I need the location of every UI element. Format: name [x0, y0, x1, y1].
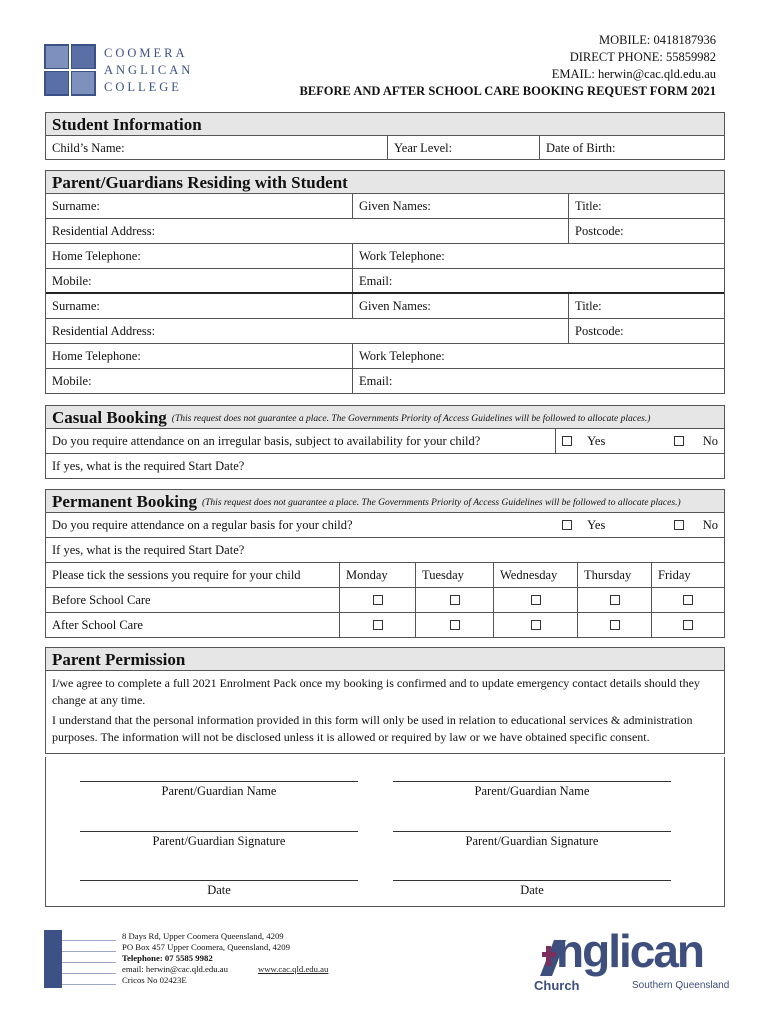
footer-lines [62, 930, 116, 988]
casual-note: (This request does not guarantee a place. The Governments Priority of Access Guidelines will be followed to allocate places.) [171, 414, 651, 424]
brand-region: Southern Queensland [632, 980, 730, 991]
footer-cricos: Cricos No 02423E [122, 975, 187, 985]
home-telephone-field-2[interactable]: Home Telephone: [46, 344, 353, 368]
parents-section [45, 170, 725, 394]
permanent-yes-label: Yes [587, 518, 606, 532]
address-field[interactable]: Residential Address: [46, 219, 569, 243]
student-section [45, 112, 725, 160]
casual-no-checkbox[interactable] [674, 436, 684, 446]
permanent-no-checkbox[interactable] [674, 520, 684, 530]
footer-bar [44, 930, 62, 988]
given-names-field-2[interactable]: Given Names: [353, 294, 569, 318]
footer-telephone: Telephone: 07 5585 9982 [122, 953, 213, 963]
email-field-2[interactable]: Email: [359, 374, 393, 388]
section-title-permission: Parent Permission [52, 650, 186, 669]
casual-start-date-field[interactable]: If yes, what is the required Start Date? [52, 459, 245, 473]
permanent-no-label: No [702, 518, 718, 532]
year-level-field[interactable]: Year Level: [388, 136, 540, 159]
surname-field[interactable]: Surname: [46, 194, 353, 218]
casual-yes-label: Yes [587, 434, 606, 448]
permission-text [46, 671, 724, 754]
permanent-question: Do you require attendance on a regular basis for your child? [52, 518, 353, 532]
section-title-parents: Parent/Guardians Residing with Student [52, 173, 348, 192]
college-crest-icon [44, 44, 96, 96]
day-monday: Monday [340, 563, 416, 587]
date-line-2[interactable]: Date [393, 880, 671, 898]
section-title-permanent: Permanent Booking [52, 492, 197, 511]
casual-question: Do you require attendance on an irregular basis, subject to availability for your child? [46, 429, 556, 453]
form-title: BEFORE AND AFTER SCHOOL CARE BOOKING REQUEST FORM 2021 [299, 84, 716, 98]
before-tuesday-checkbox[interactable] [450, 595, 460, 605]
before-thursday-checkbox[interactable] [610, 595, 620, 605]
before-school-label: Before School Care [46, 588, 340, 612]
postcode-field-2[interactable]: Postcode: [575, 324, 624, 338]
surname-field-2[interactable]: Surname: [46, 294, 353, 318]
address-field-2[interactable]: Residential Address: [46, 319, 569, 343]
permission-section [45, 647, 725, 754]
contact-block [300, 32, 717, 100]
mobile-text: MOBILE: 0418187936 [598, 33, 716, 47]
college-logo [44, 44, 204, 100]
before-friday-checkbox[interactable] [683, 595, 693, 605]
mobile-field[interactable]: Mobile: [46, 269, 353, 292]
after-thursday-checkbox[interactable] [610, 620, 620, 630]
footer-address [122, 931, 290, 986]
permanent-start-date-field[interactable]: If yes, what is the required Start Date? [52, 543, 245, 557]
section-title-casual: Casual Booking [52, 408, 167, 427]
day-tuesday: Tuesday [416, 563, 494, 587]
casual-no-label: No [702, 434, 718, 448]
parent-name-line-1[interactable]: Parent/Guardian Name [80, 781, 358, 799]
title-field-2[interactable]: Title: [575, 299, 602, 313]
postcode-field[interactable]: Postcode: [575, 224, 624, 238]
date-line-1[interactable]: Date [80, 880, 358, 898]
parent-name-line-2[interactable]: Parent/Guardian Name [393, 781, 671, 799]
sessions-label: Please tick the sessions you require for your child [46, 563, 340, 587]
work-telephone-field[interactable]: Work Telephone: [359, 249, 445, 263]
parent-signature-line-1[interactable]: Parent/Guardian Signature [80, 831, 358, 849]
footer-line-2: PO Box 457 Upper Coomera, Queensland, 4209 [122, 942, 290, 952]
after-tuesday-checkbox[interactable] [450, 620, 460, 630]
home-telephone-field[interactable]: Home Telephone: [46, 244, 353, 268]
brand-church: Church [534, 978, 580, 993]
after-school-label: After School Care [46, 613, 340, 637]
after-wednesday-checkbox[interactable] [531, 620, 541, 630]
permanent-section [45, 489, 725, 638]
before-monday-checkbox[interactable] [373, 595, 383, 605]
title-field[interactable]: Title: [575, 199, 602, 213]
day-friday: Friday [658, 568, 691, 582]
day-thursday: Thursday [578, 563, 652, 587]
permanent-yes-checkbox[interactable] [562, 520, 572, 530]
work-telephone-field-2[interactable]: Work Telephone: [359, 349, 445, 363]
mobile-field-2[interactable]: Mobile: [46, 369, 353, 393]
childs-name-field[interactable]: Child’s Name: [46, 136, 388, 159]
email-text: EMAIL: herwin@cac.qld.edu.au [551, 67, 716, 81]
direct-phone-text: DIRECT PHONE: 55859982 [569, 50, 716, 64]
permission-para-2: I understand that the personal information provided in this form will only be used in relation to educational services & administration purposes. The information will not be disclosed unless it is allowed or required by law or we have obtained specific consent. [52, 713, 693, 744]
after-monday-checkbox[interactable] [373, 620, 383, 630]
casual-section [45, 405, 725, 479]
footer-line-1: 8 Days Rd, Upper Coomera Queensland, 4209 [122, 931, 284, 941]
brand-wordmark: nglican [556, 925, 704, 977]
day-wednesday: Wednesday [494, 563, 578, 587]
before-wednesday-checkbox[interactable] [531, 595, 541, 605]
casual-yes-checkbox[interactable] [562, 436, 572, 446]
section-title-student: Student Information [52, 115, 202, 134]
given-names-field[interactable]: Given Names: [353, 194, 569, 218]
permanent-note: (This request does not guarantee a place. The Governments Priority of Access Guidelines will be followed to allocate places.) [201, 498, 681, 508]
email-field[interactable]: Email: [359, 274, 393, 288]
anglican-church-logo [530, 925, 730, 996]
dob-field[interactable]: Date of Birth: [546, 141, 616, 155]
permission-para-1: I/we agree to complete a full 2021 Enrolment Pack once my booking is confirmed and to update emergency contact details should they change at any time. [52, 676, 700, 707]
footer-website-link[interactable]: www.cac.qld.edu.au [258, 964, 329, 974]
signature-area [45, 757, 725, 907]
footer-email: email: herwin@cac.qld.edu.au [122, 964, 228, 974]
parent-signature-line-2[interactable]: Parent/Guardian Signature [393, 831, 671, 849]
after-friday-checkbox[interactable] [683, 620, 693, 630]
college-wordmark: COOMERA ANGLICAN COLLEGE [104, 46, 194, 94]
